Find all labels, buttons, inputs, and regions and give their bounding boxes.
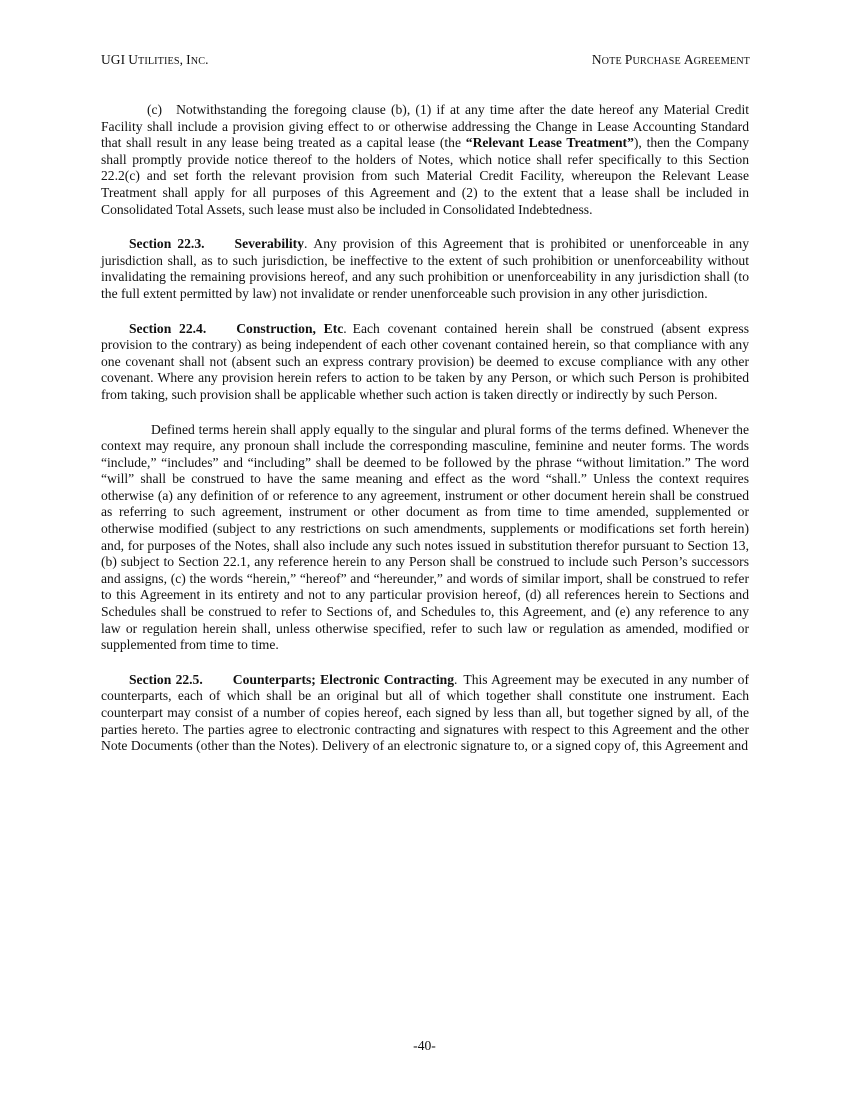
section-number: Section 22.3. xyxy=(129,236,205,252)
header-document-title: NOTE PURCHASE AGREEMENT xyxy=(591,52,750,67)
paragraph-label: (c) xyxy=(147,102,163,117)
paragraph-text-cont: ), then the Company shall promptly provide notice thereof to the holders of Notes, which notice shall refer specifically to this Section 22.2(c) and set forth the relevant provision from such Material Credit Facility, whereupon the Relevant Lease Treatment shall apply for all purposes of this Agreement and (2) to the extent that a lease shall be included in Consolidated Total Assets, such lease must also be included in Consolidated Indebtedness. xyxy=(101,135,749,217)
document-body xyxy=(101,102,749,773)
section-title: Counterparts; Electronic Contracting xyxy=(232,671,454,687)
section-title-punct: . xyxy=(454,671,458,687)
defined-term: “Relevant Lease Treatment” xyxy=(465,135,634,151)
section-body: This Agreement may be executed in any number of counterparts, each of which shall be an original but all of which together shall constitute one instrument. Each counterpart may consist of a number of copies hereof, each signed by less than all, but together signed by all, of the parties hereto. The parties agree to electronic contracting and signatures with respect to this Agreement and the other Note Documents (other than the Notes). Delivery of an electronic signature to, or a signed copy of, this Agreement and xyxy=(101,671,749,754)
section-title-punct: . xyxy=(304,236,308,252)
page-header xyxy=(101,52,750,68)
paragraph-22-2-c xyxy=(101,102,749,218)
section-22-4 xyxy=(101,321,749,404)
defined-terms-paragraph: Defined terms herein shall apply equally to the singular and plural forms of the terms defined. Whenever the context may require, any pronoun shall include the corresponding masculine, feminine and neuter forms. The words “include,” “includes” and “including” shall be deemed to be followed by the phrase “without limitation.” The word “will” shall be construed to have the same meaning and effect as the word “shall.” Unless the context requires otherwise (a) any definition of or reference to any agreement, instrument or other document herein shall be construed as referring to such agreement, instrument or other document as from time to time amended, supplemented or otherwise modified (subject to any restrictions on such amendments, supplements or modifications set forth herein) and, for purposes of the Notes, shall also include any such notes issued in substitution therefor pursuant to Section 13, (b) subject to Section 22.1, any reference herein to any Person shall be construed to include such Person’s successors and assigns, (c) the words “herein,” “hereof” and “hereunder,” and words of similar import, shall be construed to refer to this Agreement in its entirety and not to any particular provision hereof, (d) all references herein to Sections and Schedules shall be construed to refer to Sections of, and Schedules to, this Agreement, and (e) any reference to any law or regulation herein shall, unless otherwise specified, refer to such law or regulation as amended, modified or supplemented from time to time. xyxy=(101,421,749,653)
header-company-name: UGI UTILITIES, INC. xyxy=(101,52,209,67)
section-number: Section 22.4. xyxy=(129,320,207,336)
section-title: Construction, Etc xyxy=(236,320,344,336)
section-body: Each covenant contained herein shall be construed (absent express provision to the contrary) as being independent of each other covenant contained herein, so that compliance with any one covenant shall not (absent such an express contrary provision) be deemed to excuse compliance with any other covenant. Where any provision herein refers to action to be taken by any Person, or which such Person is prohibited from taking, such provision shall be applicable whether such action is taken directly or indirectly by such Person. xyxy=(101,320,749,402)
section-body: Any provision of this Agreement that is prohibited or unenforceable in any jurisdiction shall, as to such jurisdiction, be ineffective to the extent of such prohibition or unenforceability without invalidating the remaining provisions hereof, and any such prohibition or unenforceability in any jurisdiction shall (to the full extent permitted by law) not invalidate or render unenforceable such provision in any other jurisdiction. xyxy=(101,236,749,301)
paragraph-text: Notwithstanding the foregoing clause (b), (1) if at any time after the date hereof any Material Credit Facility shall include a provision giving effect to or otherwise addressing the Change in Lease Accounting Standard that shall result in any lease being treated as a capital lease (the xyxy=(101,102,749,151)
page-number: -40- xyxy=(413,1038,436,1053)
section-22-3 xyxy=(101,236,749,302)
section-title: Severability xyxy=(234,236,304,252)
section-number: Section 22.5. xyxy=(129,671,203,687)
section-title-punct: . xyxy=(343,320,347,336)
section-22-5 xyxy=(101,672,749,755)
